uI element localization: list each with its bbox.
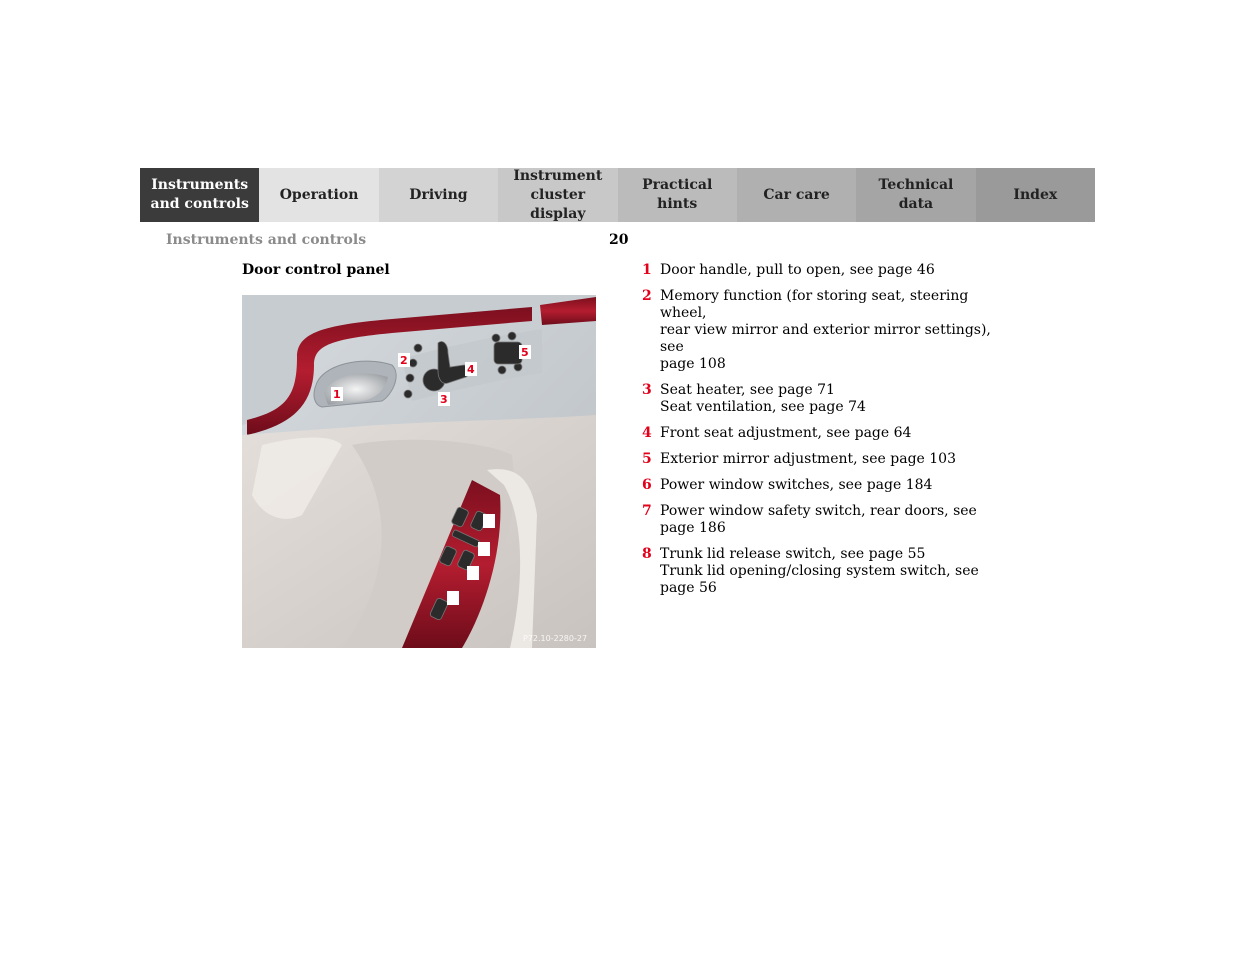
legend-text: Exterior mirror adjustment, see page 103 bbox=[660, 451, 956, 467]
legend-number: 1 bbox=[642, 262, 652, 278]
tab-driving[interactable] bbox=[379, 168, 498, 222]
tab-index[interactable] bbox=[976, 168, 1095, 222]
callout-1: 1 bbox=[333, 388, 341, 401]
door-panel-illustration bbox=[242, 295, 596, 648]
tab-label: Car care bbox=[763, 186, 830, 203]
legend-item bbox=[642, 425, 992, 442]
legend-text: Power window safety switch, rear doors, see page 186 bbox=[660, 503, 977, 536]
tab-label: Instrument cluster display bbox=[513, 167, 603, 222]
page-number: 20 bbox=[609, 232, 629, 248]
legend-number: 6 bbox=[642, 477, 652, 493]
callout-3: 3 bbox=[440, 393, 448, 406]
legend-text: Front seat adjustment, see page 64 bbox=[660, 425, 912, 441]
legend-number: 4 bbox=[642, 425, 652, 441]
tab-label: Index bbox=[1013, 186, 1058, 203]
legend-text: Door handle, pull to open, see page 46 bbox=[660, 262, 935, 278]
legend-number: 7 bbox=[642, 503, 652, 519]
legend-item bbox=[642, 262, 992, 279]
legend-text: Memory function (for storing seat, steering wheel, rear view mirror and exterior mirror settings), see page 108 bbox=[660, 288, 991, 372]
tab-label: Instruments and controls bbox=[150, 177, 249, 212]
tab-label: Technical data bbox=[878, 177, 954, 212]
legend-item bbox=[642, 477, 992, 494]
legend-text: Seat heater, see page 71 Seat ventilation, see page 74 bbox=[660, 382, 866, 415]
legend-number: 8 bbox=[642, 546, 652, 562]
section-header: Instruments and controls bbox=[166, 232, 367, 248]
legend-item bbox=[642, 546, 992, 597]
tab-car-care[interactable] bbox=[737, 168, 856, 222]
legend-text: Power window switches, see page 184 bbox=[660, 477, 933, 493]
chapter-nav bbox=[140, 168, 1095, 222]
callout-2: 2 bbox=[400, 354, 408, 367]
callout-5: 5 bbox=[521, 346, 529, 359]
legend-number: 3 bbox=[642, 382, 652, 398]
tab-instrument-cluster-display[interactable] bbox=[498, 168, 617, 222]
tab-instruments-and-controls[interactable] bbox=[140, 168, 259, 222]
page-heading: Door control panel bbox=[242, 262, 390, 278]
legend-item bbox=[642, 451, 992, 468]
tab-operation[interactable] bbox=[259, 168, 378, 222]
legend-list bbox=[642, 262, 992, 606]
legend-number: 5 bbox=[642, 451, 652, 467]
tab-label: Practical hints bbox=[642, 177, 713, 212]
legend-item bbox=[642, 503, 992, 537]
tab-label: Operation bbox=[279, 186, 359, 203]
figure-code: P72.10-2280-27 bbox=[523, 634, 588, 643]
legend-item bbox=[642, 382, 992, 416]
legend-number: 2 bbox=[642, 288, 652, 304]
legend-item bbox=[642, 288, 992, 373]
tab-practical-hints[interactable] bbox=[618, 168, 737, 222]
tab-technical-data[interactable] bbox=[856, 168, 975, 222]
tab-label: Driving bbox=[409, 186, 468, 203]
legend-text: Trunk lid release switch, see page 55 Trunk lid opening/closing system switch, see page 56 bbox=[660, 546, 979, 596]
callout-4: 4 bbox=[467, 363, 475, 376]
